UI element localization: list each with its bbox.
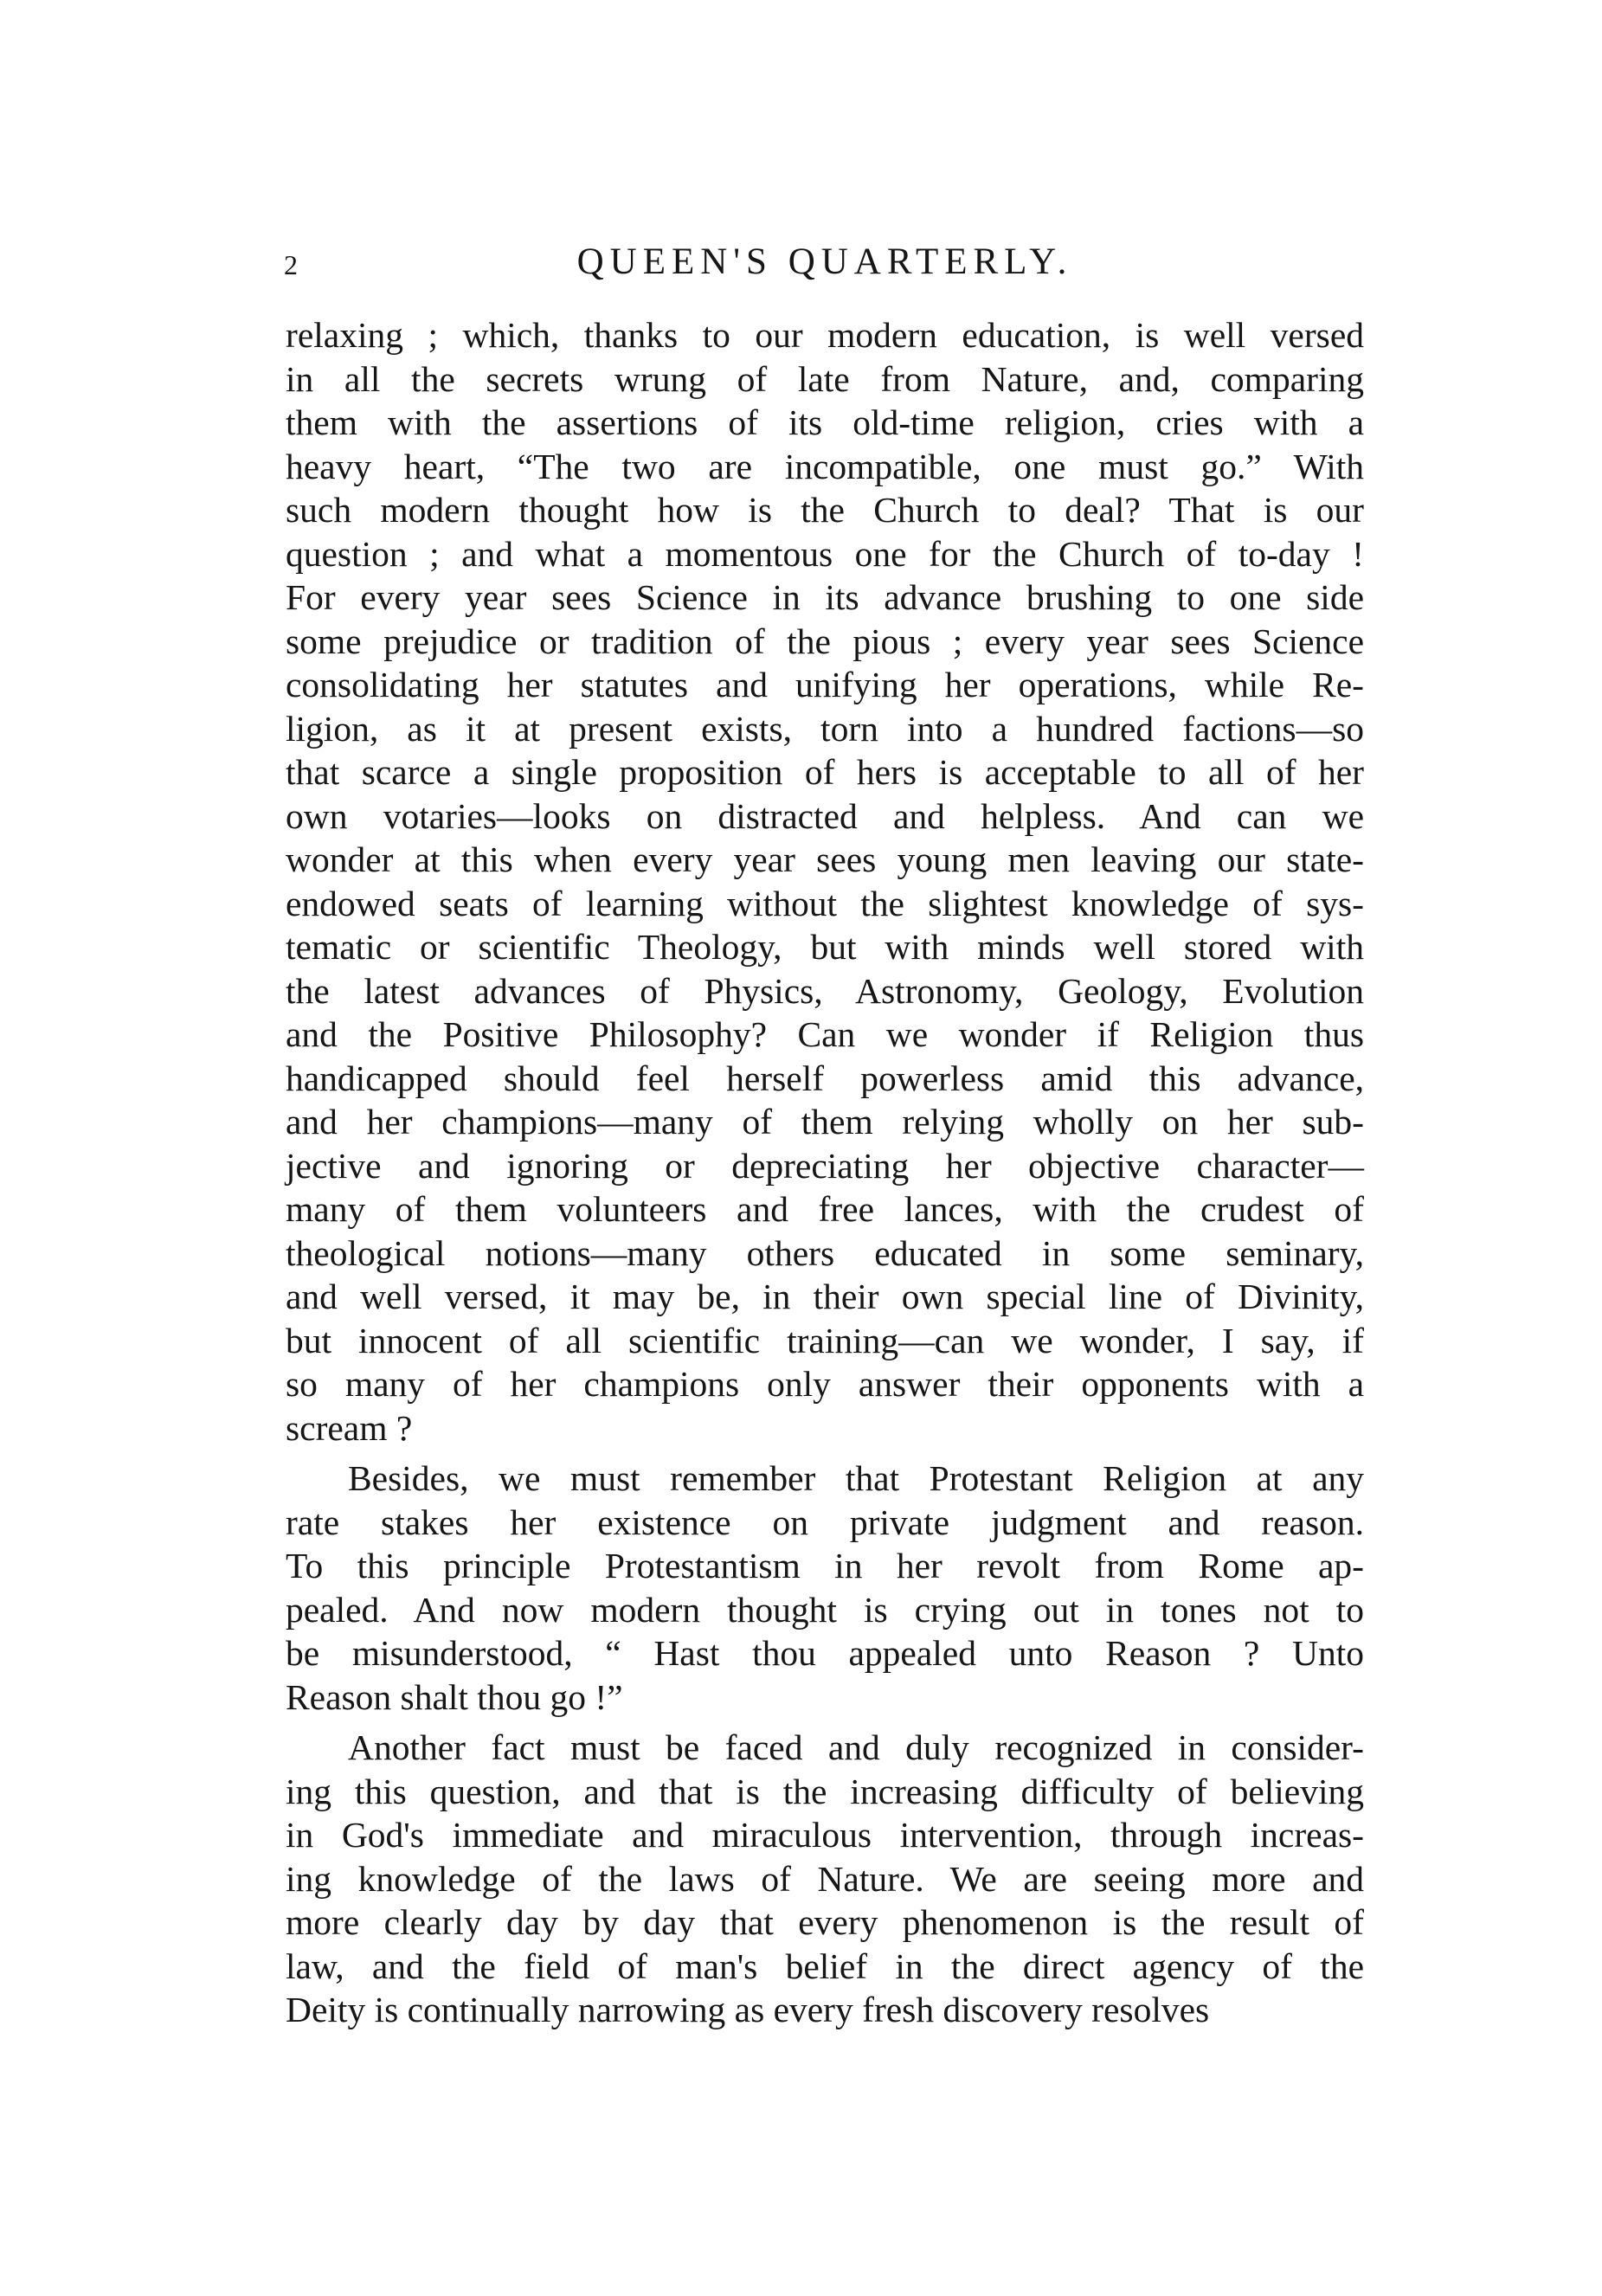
paragraph bbox=[286, 313, 1364, 1450]
text-line: law, and the field of man's belief in the direct agency of the bbox=[286, 1945, 1364, 1986]
text-line: relaxing ; which, thanks to our modern education, is well versed bbox=[286, 315, 1364, 355]
paragraph bbox=[286, 1726, 1364, 2032]
text-line: Reason shalt thou go !” bbox=[286, 1676, 623, 1717]
text-line: be misunderstood, “ Hast thou appealed unto Reason ? Unto bbox=[286, 1633, 1364, 1673]
text-line: wonder at this when every year sees young men leaving our state- bbox=[286, 839, 1364, 879]
text-line: question ; and what a momentous one for the Church of to-day ! bbox=[286, 533, 1364, 574]
text-line: Besides, we must remember that Protestant Religion at any bbox=[348, 1458, 1364, 1498]
text-line: theological notions—many others educated in some seminary, bbox=[286, 1232, 1364, 1273]
paragraph bbox=[286, 1457, 1364, 1719]
text-line: ing knowledge of the laws of Nature. We are seeing more and bbox=[286, 1858, 1364, 1899]
text-line: more clearly day by day that every phenomenon is the result of bbox=[286, 1902, 1364, 1942]
paragraph-gap bbox=[286, 1450, 1364, 1457]
running-title: QUEEN'S QUARTERLY. bbox=[576, 241, 1073, 282]
text-line: Another fact must be faced and duly recognized in consider- bbox=[348, 1727, 1364, 1767]
text-line: For every year sees Science in its advance brushing to one side bbox=[286, 577, 1364, 617]
text-line: scream ? bbox=[286, 1407, 413, 1448]
text-line: ligion, as it at present exists, torn into a hundred factions—so bbox=[286, 708, 1364, 749]
text-line: the latest advances of Physics, Astronomy, Geology, Evolution bbox=[286, 970, 1364, 1011]
text-line: Deity is continually narrowing as every fresh discovery resolves bbox=[286, 1990, 1210, 2029]
text-line: that scarce a single proposition of hers is acceptable to all of her bbox=[286, 752, 1364, 792]
text-line: jective and ignoring or depreciating her objective character— bbox=[286, 1145, 1364, 1186]
text-line: tematic or scientific Theology, but with minds well stored with bbox=[286, 927, 1364, 967]
text-line: rate stakes her existence on private judgment and reason. bbox=[286, 1502, 1364, 1542]
text-line: handicapped should feel herself powerless amid this advance, bbox=[286, 1058, 1364, 1098]
text-line: and her champions—many of them relying wholly on her sub- bbox=[286, 1102, 1364, 1142]
text-line: and well versed, it may be, in their own special line of Divinity, bbox=[286, 1277, 1364, 1316]
text-line: ing this question, and that is the increasing difficulty of believing bbox=[286, 1771, 1364, 1811]
text-line: consolidating her statutes and unifying her operations, while Re- bbox=[286, 665, 1364, 704]
text-line: in God's immediate and miraculous intervention, through increas- bbox=[286, 1815, 1364, 1855]
text-line: To this principle Protestantism in her revolt from Rome ap- bbox=[286, 1546, 1364, 1585]
text-line: some prejudice or tradition of the pious ; every year sees Science bbox=[286, 621, 1364, 661]
text-line: endowed seats of learning without the slightest knowledge of sys- bbox=[286, 883, 1364, 923]
text-line: but innocent of all scientific training—can we wonder, I say, if bbox=[286, 1320, 1364, 1360]
text-line: own votaries—looks on distracted and helpless. And can we bbox=[286, 795, 1364, 836]
body-text bbox=[286, 313, 1364, 2032]
page-header bbox=[284, 241, 1366, 293]
paragraph-gap bbox=[286, 1719, 1364, 1726]
text-line: so many of her champions only answer their opponents with a bbox=[286, 1364, 1364, 1404]
text-line: pealed. And now modern thought is crying out in tones not to bbox=[286, 1589, 1364, 1630]
text-line: heavy heart, “The two are incompatible, one must go.” With bbox=[286, 446, 1364, 486]
text-line: them with the assertions of its old-time religion, cries with a bbox=[286, 402, 1364, 442]
text-line: many of them volunteers and free lances, with the crudest of bbox=[286, 1189, 1364, 1229]
text-line: and the Positive Philosophy? Can we wonder if Religion thus bbox=[286, 1014, 1364, 1054]
page-number: 2 bbox=[284, 249, 298, 280]
text-line: in all the secrets wrung of late from Nature, and, comparing bbox=[286, 358, 1364, 399]
text-line: such modern thought how is the Church to deal? That is our bbox=[286, 490, 1364, 530]
